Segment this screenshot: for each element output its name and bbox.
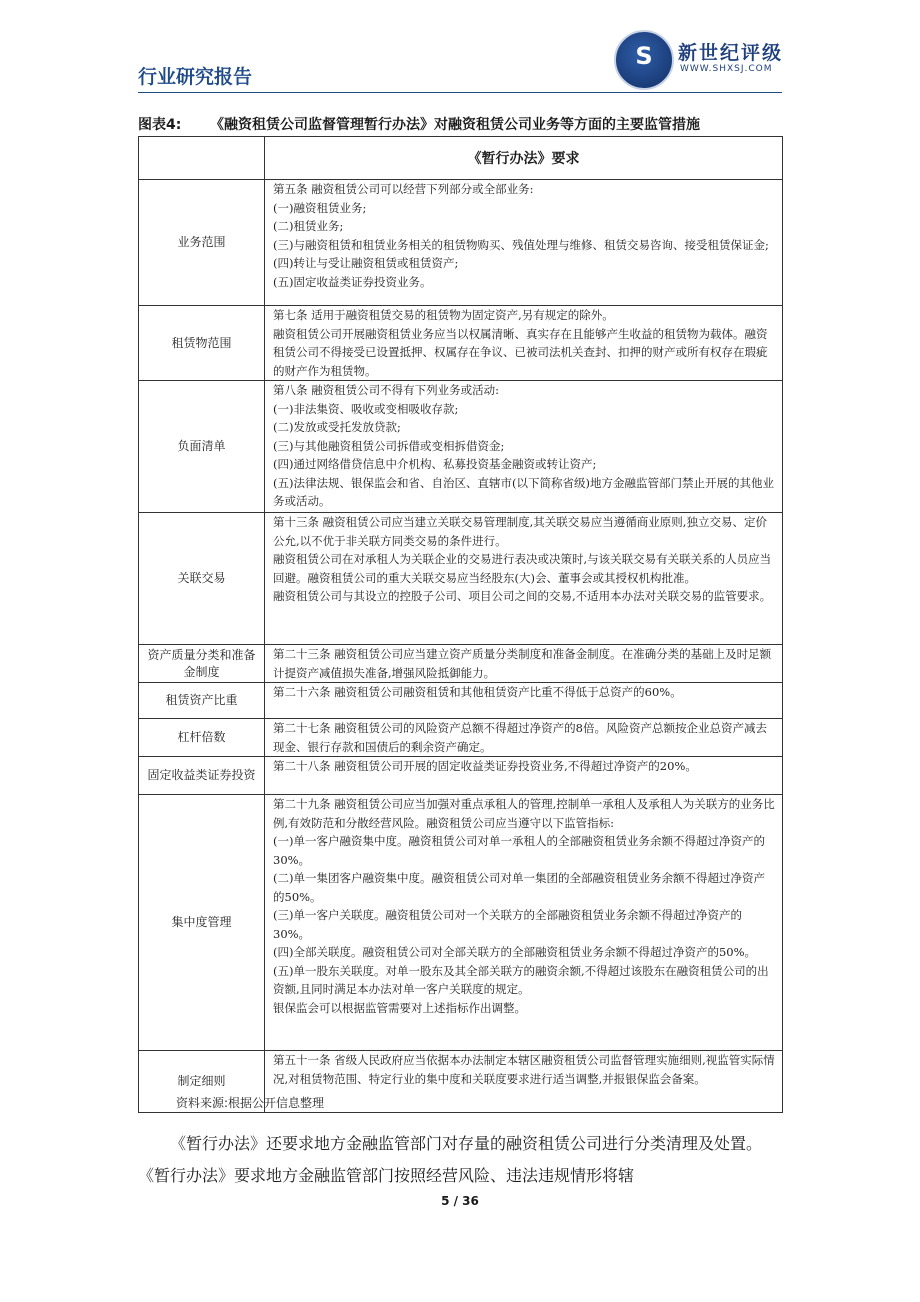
requirement-line: (三)与其他融资租赁公司拆借或变相拆借资金; <box>273 438 505 453</box>
requirement-line: 第五十一条 省级人民政府应当依据本办法制定本辖区融资租赁公司监督管理实施细则,视监管实际情况,对租赁物范围、特定行业的集中度和关联度要求进行适当调整,并报银保监会备案。 <box>273 1053 775 1086</box>
requirement-line: (五)固定收益类证券投资业务。 <box>273 274 432 289</box>
table-header-row <box>139 137 783 180</box>
row-category: 杠杆倍数 <box>139 719 265 757</box>
logo-name: 新世纪评级 <box>678 42 784 64</box>
requirement-line: 融资租赁公司与其设立的控股子公司、项目公司之间的交易,不适用本办法对关联交易的监管要求。 <box>273 589 772 603</box>
regulation-table <box>138 136 782 1113</box>
row-requirement <box>265 381 783 513</box>
row-category: 资产质量分类和准备金制度 <box>139 645 265 683</box>
row-requirement <box>265 513 783 645</box>
figure-label: 图表4: <box>138 117 182 133</box>
row-requirement <box>265 180 783 306</box>
row-requirement <box>265 683 783 719</box>
requirement-line: (五)法律法规、银保监会和省、自治区、直辖市(以下简称省级)地方金融监管部门禁止开展的其他业务或活动。 <box>273 475 774 508</box>
requirement-line: 融资租赁公司开展融资租赁业务应当以权属清晰、真实存在且能够产生收益的租赁物为载体。融资租赁公司不得接受已设置抵押、权属存在争议、已被司法机关查封、扣押的财产或所有权存在瑕疵的财产作为租赁物。 <box>273 326 768 378</box>
row-category: 固定收益类证券投资 <box>139 757 265 795</box>
company-logo <box>614 30 784 88</box>
table-row <box>139 645 783 683</box>
table-row <box>139 795 783 1051</box>
figure-caption-text: 《融资租赁公司监督管理暂行办法》对融资租赁公司业务等方面的主要监管措施 <box>210 117 700 133</box>
requirement-line: (四)转让与受让融资租赁或租赁资产; <box>273 256 459 270</box>
figure-caption <box>138 114 784 134</box>
table-header-requirement: 《暂行办法》要求 <box>265 137 783 180</box>
row-requirement <box>265 757 783 795</box>
requirement-line: (四)全部关联度。融资租赁公司对全部关联方的全部融资租赁业务余额不得超过净资产的50%。 <box>273 945 757 959</box>
requirement-line: 第八条 融资租赁公司不得有下列业务或活动: <box>273 383 500 397</box>
table-row <box>139 381 783 513</box>
table-row <box>139 719 783 757</box>
requirement-line: (一)单一客户融资集中度。融资租赁公司对单一承租人的全部融资租赁业务余额不得超过净资产的30%。 <box>273 834 765 867</box>
requirement-line: 第二十九条 融资租赁公司应当加强对重点承租人的管理,控制单一承租人及承租人为关联方的业务比例,有效防范和分散经营风险。融资租赁公司应当遵守以下监管指标: <box>273 797 775 830</box>
row-requirement <box>265 645 783 683</box>
row-requirement <box>265 795 783 1051</box>
requirement-line: 第五条 融资租赁公司可以经营下列部分或全部业务: <box>273 182 534 196</box>
table-row <box>139 180 783 306</box>
requirement-line: 融资租赁公司在对承租人为关联企业的交易进行表决或决策时,与该关联交易有关联关系的人员应当回避。融资租赁公司的重大关联交易应当经股东(大)会、董事会或其授权机构批准。 <box>273 552 772 585</box>
table-row <box>139 513 783 645</box>
requirement-line: (五)单一股东关联度。对单一股东及其全部关联方的融资余额,不得超过该股东在融资租赁公司的出资额,且同时满足本办法对单一客户关联度的规定。 <box>273 963 769 996</box>
row-requirement <box>265 306 783 381</box>
page-number: 5 / 36 <box>441 1194 479 1208</box>
requirement-line: (二)单一集团客户融资集中度。融资租赁公司对单一集团的全部融资租赁业务余额不得超过净资产的50%。 <box>273 871 765 904</box>
requirement-line: (二)发放或受托发放贷款; <box>273 420 401 434</box>
requirement-line: 第七条 适用于融资租赁交易的租赁物为固定资产,另有规定的除外。 <box>273 308 614 322</box>
requirement-line: 第二十三条 融资租赁公司应当建立资产质量分类制度和准备金制度。在准确分类的基础上及时足额计提资产减值损失准备,增强风险抵御能力。 <box>273 647 772 680</box>
table-row <box>139 757 783 795</box>
row-category: 租赁物范围 <box>139 306 265 381</box>
row-category: 业务范围 <box>139 180 265 306</box>
body-paragraph: 《暂行办法》还要求地方金融监管部门对存量的融资租赁公司进行分类清理及处置。《暂行办法》要求地方金融监管部门按照经营风险、违法违规情形将辖 <box>138 1134 763 1185</box>
table-row <box>139 306 783 381</box>
requirement-line: (二)租赁业务; <box>273 219 344 233</box>
requirement-line: 银保监会可以根据监管需要对上述指标作出调整。 <box>273 1000 526 1015</box>
requirement-line: (四)通过网络借贷信息中介机构、私募投资基金融资或转让资产; <box>273 457 597 471</box>
requirement-line: 第二十八条 融资租赁公司开展的固定收益类证券投资业务,不得超过净资产的20%。 <box>273 759 697 773</box>
requirement-line: (一)非法集资、吸收或变相吸收存款; <box>273 401 459 416</box>
requirement-line: 第二十七条 融资租赁公司的风险资产总额不得超过净资产的8倍。风险资产总额按企业总资产减去现金、银行存款和国债后的剩余资产确定。 <box>273 721 767 754</box>
header-divider <box>138 92 782 93</box>
source-note: 资料来源:根据公开信息整理 <box>176 1096 325 1110</box>
row-category: 集中度管理 <box>139 795 265 1051</box>
requirement-line: (三)单一客户关联度。融资租赁公司对一个关联方的全部融资租赁业务余额不得超过净资产的30%。 <box>273 908 742 941</box>
requirement-line: (三)与融资租赁和租赁业务相关的租赁物购买、残值处理与维修、租赁交易咨询、接受租赁保证金; <box>273 237 769 252</box>
requirement-line: (一)融资租赁业务; <box>273 200 367 215</box>
logo-emblem-icon: S <box>614 30 674 90</box>
table-row <box>139 683 783 719</box>
requirement-line: 第二十六条 融资租赁公司融资租赁和其他租赁资产比重不得低于总资产的60%。 <box>273 685 682 699</box>
table-header-category <box>139 137 265 180</box>
requirement-line: 第十三条 融资租赁公司应当建立关联交易管理制度,其关联交易应当遵循商业原则,独立交易、定价公允,以不优于非关联方同类交易的条件进行。 <box>273 515 767 548</box>
row-category: 关联交易 <box>139 513 265 645</box>
logo-url: WWW.SHXSJ.COM <box>680 64 773 74</box>
row-requirement <box>265 719 783 757</box>
row-category: 负面清单 <box>139 381 265 513</box>
row-requirement <box>265 1051 783 1113</box>
row-category: 租赁资产比重 <box>139 683 265 719</box>
report-type-title: 行业研究报告 <box>138 66 253 88</box>
row-category: 制定细则 <box>139 1051 265 1113</box>
